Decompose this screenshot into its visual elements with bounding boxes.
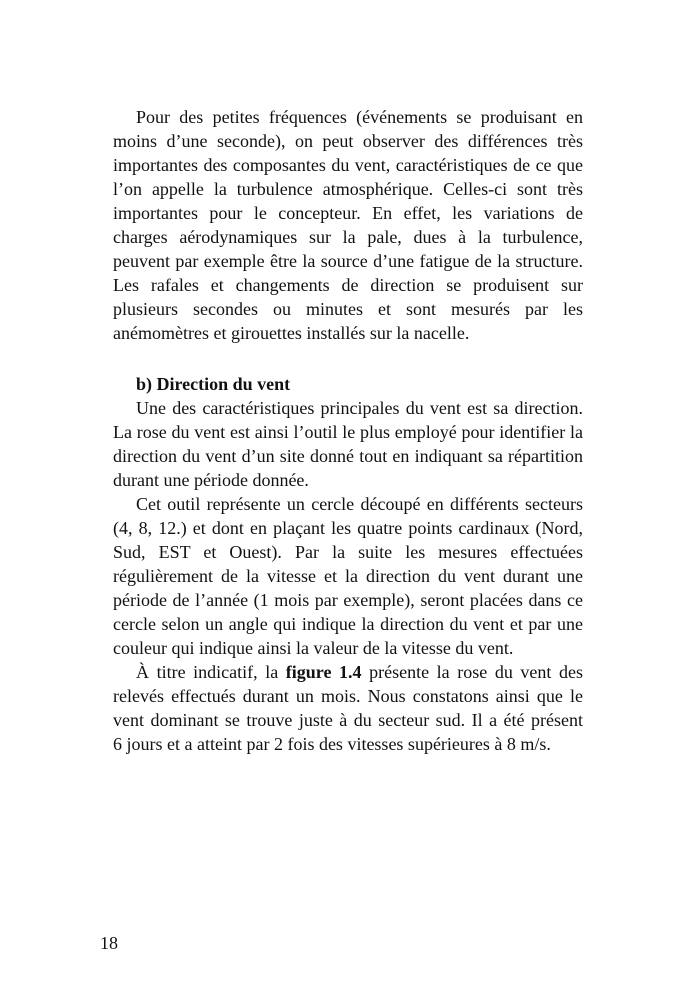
text-line: (4, 8, 12.) et dont en plaçant les quatre points cardinaux (Nord,: [113, 518, 583, 538]
text-line: Les rafales et changements de direction se produisent sur: [113, 275, 583, 295]
text-line: couleur qui indique ainsi la valeur de la vitesse du vent.: [113, 638, 514, 658]
paragraph-figure-reference: [113, 660, 583, 756]
paragraph-wind-rose: [113, 492, 583, 660]
page-number: 18: [100, 933, 118, 953]
figure-reference: figure 1.4: [285, 662, 362, 682]
text-line: direction du vent d’un site donné tout en indiquant sa répartition: [113, 446, 583, 466]
text-line: moins d’une seconde), on peut observer des différences très: [113, 131, 583, 151]
text-line: Sud, EST et Ouest). Par la suite les mesures effectuées: [113, 542, 583, 562]
text-line: vent dominant se trouve juste à du secteur sud. Il a été présent: [113, 710, 583, 730]
text-line: peuvent par exemple être la source d’une fatigue de la structure.: [113, 251, 583, 271]
text-line: importantes pour le concepteur. En effet, les variations de: [113, 203, 583, 223]
text-line: [113, 660, 583, 684]
text-line: 6 jours et a atteint par 2 fois des vitesses supérieures à 8 m/s.: [113, 734, 551, 754]
text-line: période de l’année (1 mois par exemple), seront placées dans ce: [113, 590, 583, 610]
text-line: l’on appelle la turbulence atmosphérique. Celles-ci sont très: [113, 179, 583, 199]
text-line: anémomètres et girouettes installés sur la nacelle.: [113, 323, 470, 343]
text-line: Cet outil représente un cercle découpé en différents secteurs: [136, 494, 583, 514]
paragraph-turbulence: [113, 105, 583, 345]
text-segment: À titre indicatif, la: [136, 662, 286, 682]
text-segment: présente la rose du vent des: [361, 662, 583, 682]
text-line: Une des caractéristiques principales du vent est sa direction.: [136, 398, 583, 418]
text-line: cercle selon un angle qui indique la direction du vent et par une: [113, 614, 583, 634]
text-line: importantes des composantes du vent, caractéristiques de ce que: [113, 155, 583, 175]
section-heading: b) Direction du vent: [136, 374, 291, 394]
text-line: relevés effectués durant un mois. Nous constatons ainsi que le: [113, 686, 583, 706]
text-line: régulièrement de la vitesse et la direction du vent durant une: [113, 566, 583, 586]
text-line: plusieurs secondes ou minutes et sont mesurés par les: [113, 299, 583, 319]
text-line: La rose du vent est ainsi l’outil le plus employé pour identifier la: [113, 422, 583, 442]
text-line: charges aérodynamiques sur la pale, dues à la turbulence,: [113, 227, 583, 247]
text-line: durant une période donnée.: [113, 470, 309, 490]
text-line: Pour des petites fréquences (événements se produisant en: [136, 107, 583, 127]
text-block: [113, 105, 583, 756]
paragraph-wind-direction: [113, 396, 583, 492]
